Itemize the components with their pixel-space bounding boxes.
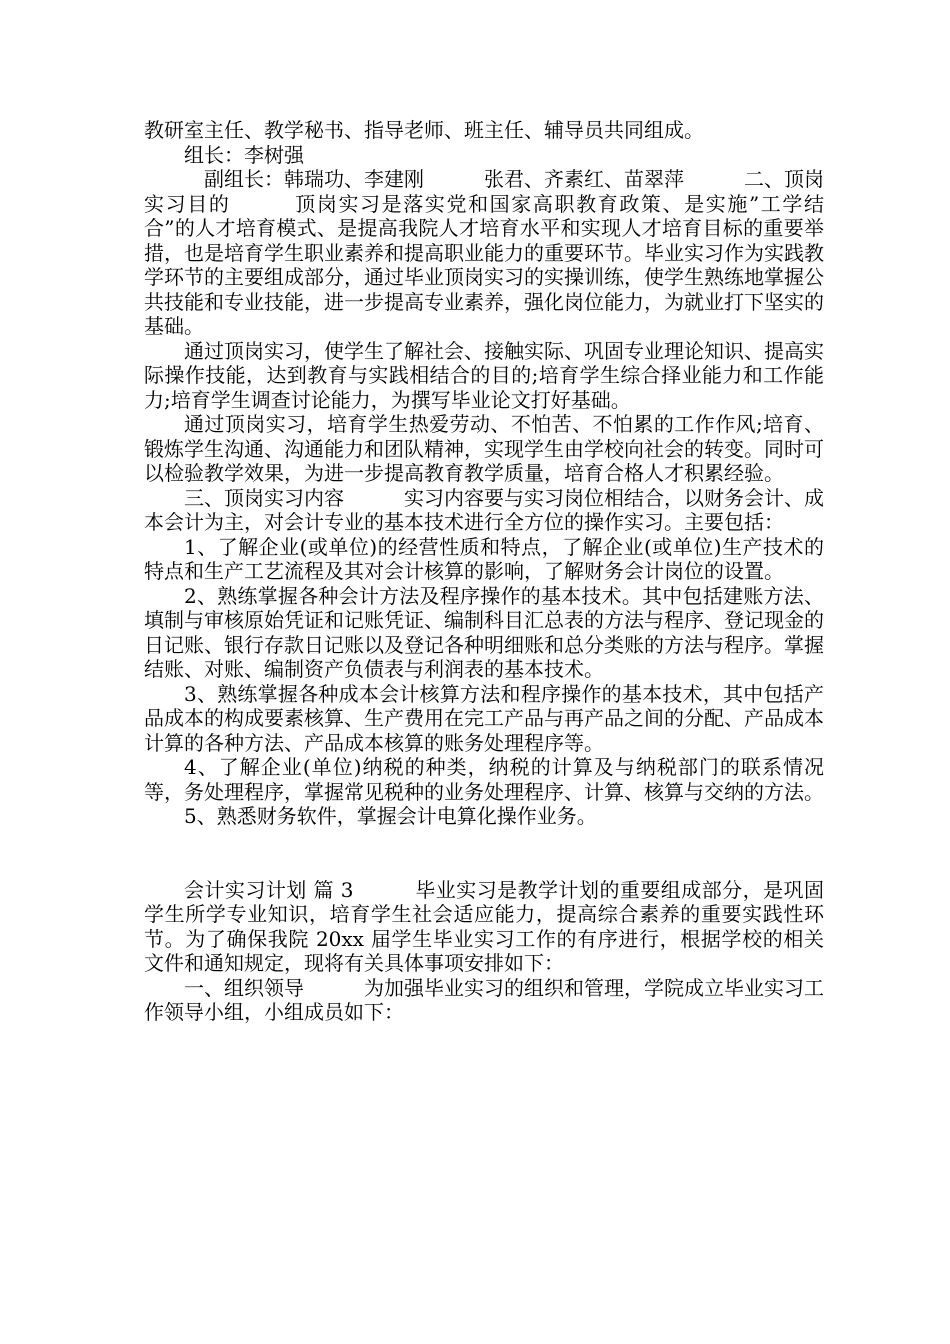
paragraph-committee-members: 教研室主任、教学秘书、指导老师、班主任、辅导员共同组成。 [144,118,704,142]
document-page [144,118,824,1025]
paragraph-gap [144,829,824,878]
paragraph-content-item-4: 4、了解企业(单位)纳税的种类，纳税的计算及与纳税部门的联系情况等，务处理程序，掌握常见税种的业务处理程序、计算、核算与交纳的方法。 [144,755,824,804]
paragraph-content-item-1: 1、了解企业(或单位)的经营性质和特点，了解企业(或单位)生产技术的特点和生产工艺流程及其对会计核算的影响，了解财务会计岗位的设置。 [144,534,824,583]
paragraph-purpose-3: 通过顶岗实习，培育学生热爱劳动、不怕苦、不怕累的工作作风;培育、锻炼学生沟通、沟通能力和团队精神，实现学生由学校向社会的转变。同时可以检验教学效果，为进一步提高教育教学质量，培育合格人才积累经验。 [144,412,824,485]
paragraph-internship-content: 三、顶岗实习内容 实习内容要与实习岗位相结合，以财务会计、成本会计为主，对会计专业的基本技术进行全方位的操作实习。主要包括： [144,485,824,534]
paragraph-plan-3-intro: 会计实习计划 篇 3 毕业实习是教学计划的重要组成部分，是巩固学生所学专业知识，培育学生社会适应能力，提高综合素养的重要实践性环节。为了确保我院 20xx 届学生毕业实习工作的有序进行，根据学校的相关文件和通知规定，现将有关具体事项安排如下： [144,877,824,975]
paragraph-purpose-2: 通过顶岗实习，使学生了解社会、接触实际、巩固专业理论知识、提高实际操作技能，达到教育与实践相结合的目的;培育学生综合择业能力和工作能力;培育学生调查讨论能力，为撰写毕业论文打好基础。 [144,338,824,412]
paragraph-content-item-2: 2、熟练掌握各种会计方法及程序操作的基本技术。其中包括建账方法、填制与审核原始凭证和记账凭证、编制科目汇总表的方法与程序、登记现金的日记账、银行存款日记账以及登记各种明细账和总分类账的方法与程序。掌握结账、对账、编制资产负债表与利润表的基本技术。 [144,583,824,681]
paragraph-deputy-leaders-and-purpose: 副组长：韩瑞功、李建刚 张君、齐素红、苗翠萍 二、顶岗实习目的 顶岗实习是落实党和国家高职教育政策、是实施”工学结合”的人才培育模式、是提高我院人才培育水平和实现人才培育目标的重要举措，也是培育学生职业素养和提高职业能力的重要环节。毕业实习作为实践教学环节的主要组成部分，通过毕业顶岗实习的实操训练，使学生熟练地掌握公共技能和专业技能，进一步提高专业素养，强化岗位能力，为就业打下坚实的基础。 [144,167,824,338]
paragraph-content-item-5: 5、熟悉财务软件，掌握会计电算化操作业务。 [184,804,597,828]
paragraph-organization-leadership: 一、组织领导 为加强毕业实习的组织和管理，学院成立毕业实习工作领导小组，小组成员如下： [144,975,824,1024]
paragraph-content-item-3: 3、熟练掌握各种成本会计核算方法和程序操作的基本技术，其中包括产品成本的构成要素核算、生产费用在完工产品与再产品之间的分配、产品成本计算的各种方法、产品成本核算的账务处理程序等。 [144,681,824,755]
paragraph-group-leader: 组长：李树强 [184,142,304,167]
